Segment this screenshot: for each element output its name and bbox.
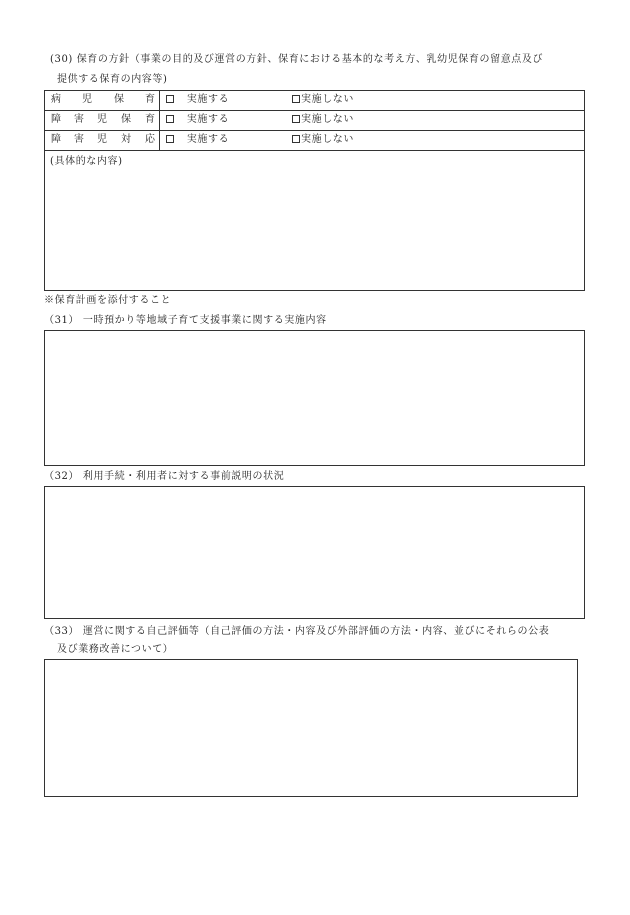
checkbox-icon[interactable] bbox=[166, 115, 174, 123]
option-not-implement[interactable] bbox=[292, 94, 354, 106]
label-char: 児 bbox=[97, 134, 107, 145]
section-33-title-line1: （33） 運営に関する自己評価等（自己評価の方法・内容及び外部評価の方法・内容、並びにそれらの公表 bbox=[44, 626, 550, 637]
option-not-implement-label: 実施しない bbox=[301, 114, 354, 125]
option-not-implement-label: 実施しない bbox=[301, 94, 354, 105]
option-not-implement[interactable] bbox=[292, 134, 354, 146]
row-label-disabled-child-support bbox=[45, 131, 160, 150]
checkbox-icon[interactable] bbox=[292, 135, 300, 143]
checkbox-icon[interactable] bbox=[292, 95, 300, 103]
label-char: 保 bbox=[114, 94, 124, 105]
option-not-implement[interactable] bbox=[292, 114, 354, 126]
checkbox-icon[interactable] bbox=[166, 135, 174, 143]
option-implement[interactable] bbox=[166, 114, 229, 126]
row-label-disabled-child-care bbox=[45, 111, 160, 130]
option-implement-label: 実施する bbox=[186, 134, 230, 145]
checkbox-icon[interactable] bbox=[166, 95, 174, 103]
label-char: 病 bbox=[51, 94, 61, 105]
label-char: 育 bbox=[145, 94, 155, 105]
childcare-policy-table bbox=[44, 90, 585, 291]
label-char: 障 bbox=[51, 134, 61, 145]
section-31-input-box[interactable] bbox=[44, 330, 585, 466]
detail-label: (具体的な内容) bbox=[50, 156, 123, 167]
option-implement-label: 実施する bbox=[186, 114, 230, 125]
label-char: 育 bbox=[145, 114, 155, 125]
option-implement[interactable] bbox=[166, 94, 229, 106]
section-32-input-box[interactable] bbox=[44, 486, 585, 619]
option-implement-label: 実施する bbox=[186, 94, 230, 105]
label-char: 保 bbox=[121, 114, 131, 125]
label-char: 障 bbox=[51, 114, 61, 125]
table-row-disabled-child-care bbox=[45, 111, 584, 131]
option-not-implement-label: 実施しない bbox=[301, 134, 354, 145]
table-row-sick-child-care bbox=[45, 91, 584, 111]
detail-text-area[interactable] bbox=[45, 151, 584, 290]
section-33-input-box[interactable] bbox=[44, 659, 578, 797]
section-33-title-line2: 及び業務改善について） bbox=[57, 644, 174, 655]
label-char: 害 bbox=[74, 134, 84, 145]
label-char: 応 bbox=[145, 134, 155, 145]
section-32-title: （32） 利用手続・利用者に対する事前説明の状況 bbox=[44, 471, 285, 482]
label-char: 害 bbox=[74, 114, 84, 125]
checkbox-icon[interactable] bbox=[292, 115, 300, 123]
section-30-title-line2: 提供する保育の内容等) bbox=[57, 74, 168, 85]
label-char: 児 bbox=[82, 94, 92, 105]
section-31-title: （31） 一時預かり等地域子育て支援事業に関する実施内容 bbox=[44, 315, 327, 326]
row-label-sick-child-care bbox=[45, 91, 160, 110]
option-implement[interactable] bbox=[166, 134, 229, 146]
attachment-note: ※保育計画を添付すること bbox=[44, 295, 172, 306]
label-char: 児 bbox=[97, 114, 107, 125]
section-30-title-line1: (30) 保育の方針（事業の目的及び運営の方針、保育における基本的な考え方、乳幼児保育の留意点及び bbox=[50, 54, 544, 65]
label-char: 対 bbox=[121, 134, 131, 145]
table-row-disabled-child-support bbox=[45, 131, 584, 151]
